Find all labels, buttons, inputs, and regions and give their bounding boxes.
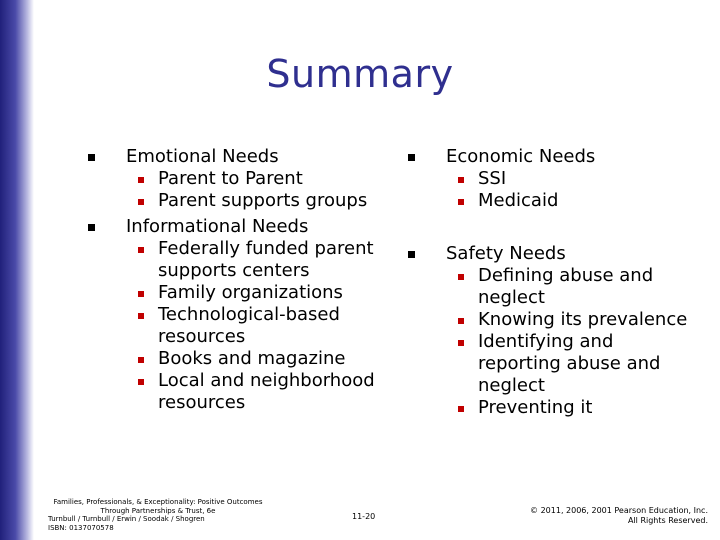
square-bullet-icon xyxy=(458,318,464,324)
sub-item-label: Knowing its prevalence xyxy=(478,309,688,330)
sub-item xyxy=(80,190,380,212)
sub-item-label: Medicaid xyxy=(478,190,559,211)
sub-item xyxy=(400,265,700,309)
square-bullet-icon xyxy=(138,379,144,385)
footer-book-info xyxy=(48,498,268,532)
sub-item xyxy=(400,331,700,397)
sub-item xyxy=(400,168,700,190)
square-bullet-icon xyxy=(458,406,464,412)
sub-item-label: Preventing it xyxy=(478,397,593,418)
left-column xyxy=(80,146,380,414)
slide-title: Summary xyxy=(266,52,454,96)
sub-item-label: Local and neighborhood resources xyxy=(158,370,375,413)
square-bullet-icon xyxy=(138,177,144,183)
square-bullet-icon xyxy=(458,199,464,205)
sub-item-label: Parent supports groups xyxy=(158,190,368,211)
list-item-economic-needs xyxy=(400,146,700,168)
sub-item xyxy=(400,309,700,331)
square-bullet-icon xyxy=(138,199,144,205)
copyright-line: © 2011, 2006, 2001 Pearson Education, Inc. xyxy=(530,506,708,515)
sub-item xyxy=(80,282,380,304)
sub-item-label: Parent to Parent xyxy=(158,168,303,189)
square-bullet-icon xyxy=(138,291,144,297)
list-item-label: Economic Needs xyxy=(446,146,596,167)
rights-line: All Rights Reserved. xyxy=(627,516,708,525)
sub-item-label: Family organizations xyxy=(158,282,343,303)
sub-item-label: Technological-based resources xyxy=(158,304,340,347)
sub-item xyxy=(80,168,380,190)
sub-item-label: Books and magazine xyxy=(158,348,346,369)
footer-copyright xyxy=(530,506,708,526)
square-bullet-icon xyxy=(458,274,464,280)
list-item-label: Informational Needs xyxy=(126,216,309,237)
list-item-emotional-needs xyxy=(80,146,380,168)
sub-item xyxy=(400,190,700,212)
square-bullet-icon xyxy=(408,154,415,161)
list-item-safety-needs xyxy=(400,243,700,265)
square-bullet-icon xyxy=(138,313,144,319)
sub-item-label: Federally funded parent supports centers xyxy=(158,238,374,281)
page-number: 11-20 xyxy=(352,512,376,521)
square-bullet-icon xyxy=(88,154,95,161)
right-column xyxy=(400,146,700,419)
square-bullet-icon xyxy=(458,340,464,346)
list-item-informational-needs xyxy=(80,216,380,238)
square-bullet-icon xyxy=(408,251,415,258)
list-item-label: Emotional Needs xyxy=(126,146,279,167)
sub-item xyxy=(80,304,380,348)
square-bullet-icon xyxy=(88,224,95,231)
footer-authors: Turnbull / Turnbull / Erwin / Soodak / Shogren xyxy=(48,515,205,523)
footer-book-title: Families, Professionals, & Exceptionality: Positive Outcomes xyxy=(53,498,263,506)
footer-book-subtitle: Through Partnerships & Trust, 6e xyxy=(100,506,216,515)
sub-item-label: Defining abuse and neglect xyxy=(478,265,654,308)
square-bullet-icon xyxy=(138,247,144,253)
list-item-label: Safety Needs xyxy=(446,243,566,264)
sub-item-label: SSI xyxy=(478,168,507,189)
square-bullet-icon xyxy=(138,357,144,363)
sub-item xyxy=(400,397,700,419)
square-bullet-icon xyxy=(458,177,464,183)
sub-item xyxy=(80,348,380,370)
sub-item xyxy=(80,238,380,282)
footer-isbn: ISBN: 0137070578 xyxy=(48,523,114,532)
sub-item xyxy=(80,370,380,414)
sub-item-label: Identifying and reporting abuse and neglect xyxy=(478,331,661,396)
